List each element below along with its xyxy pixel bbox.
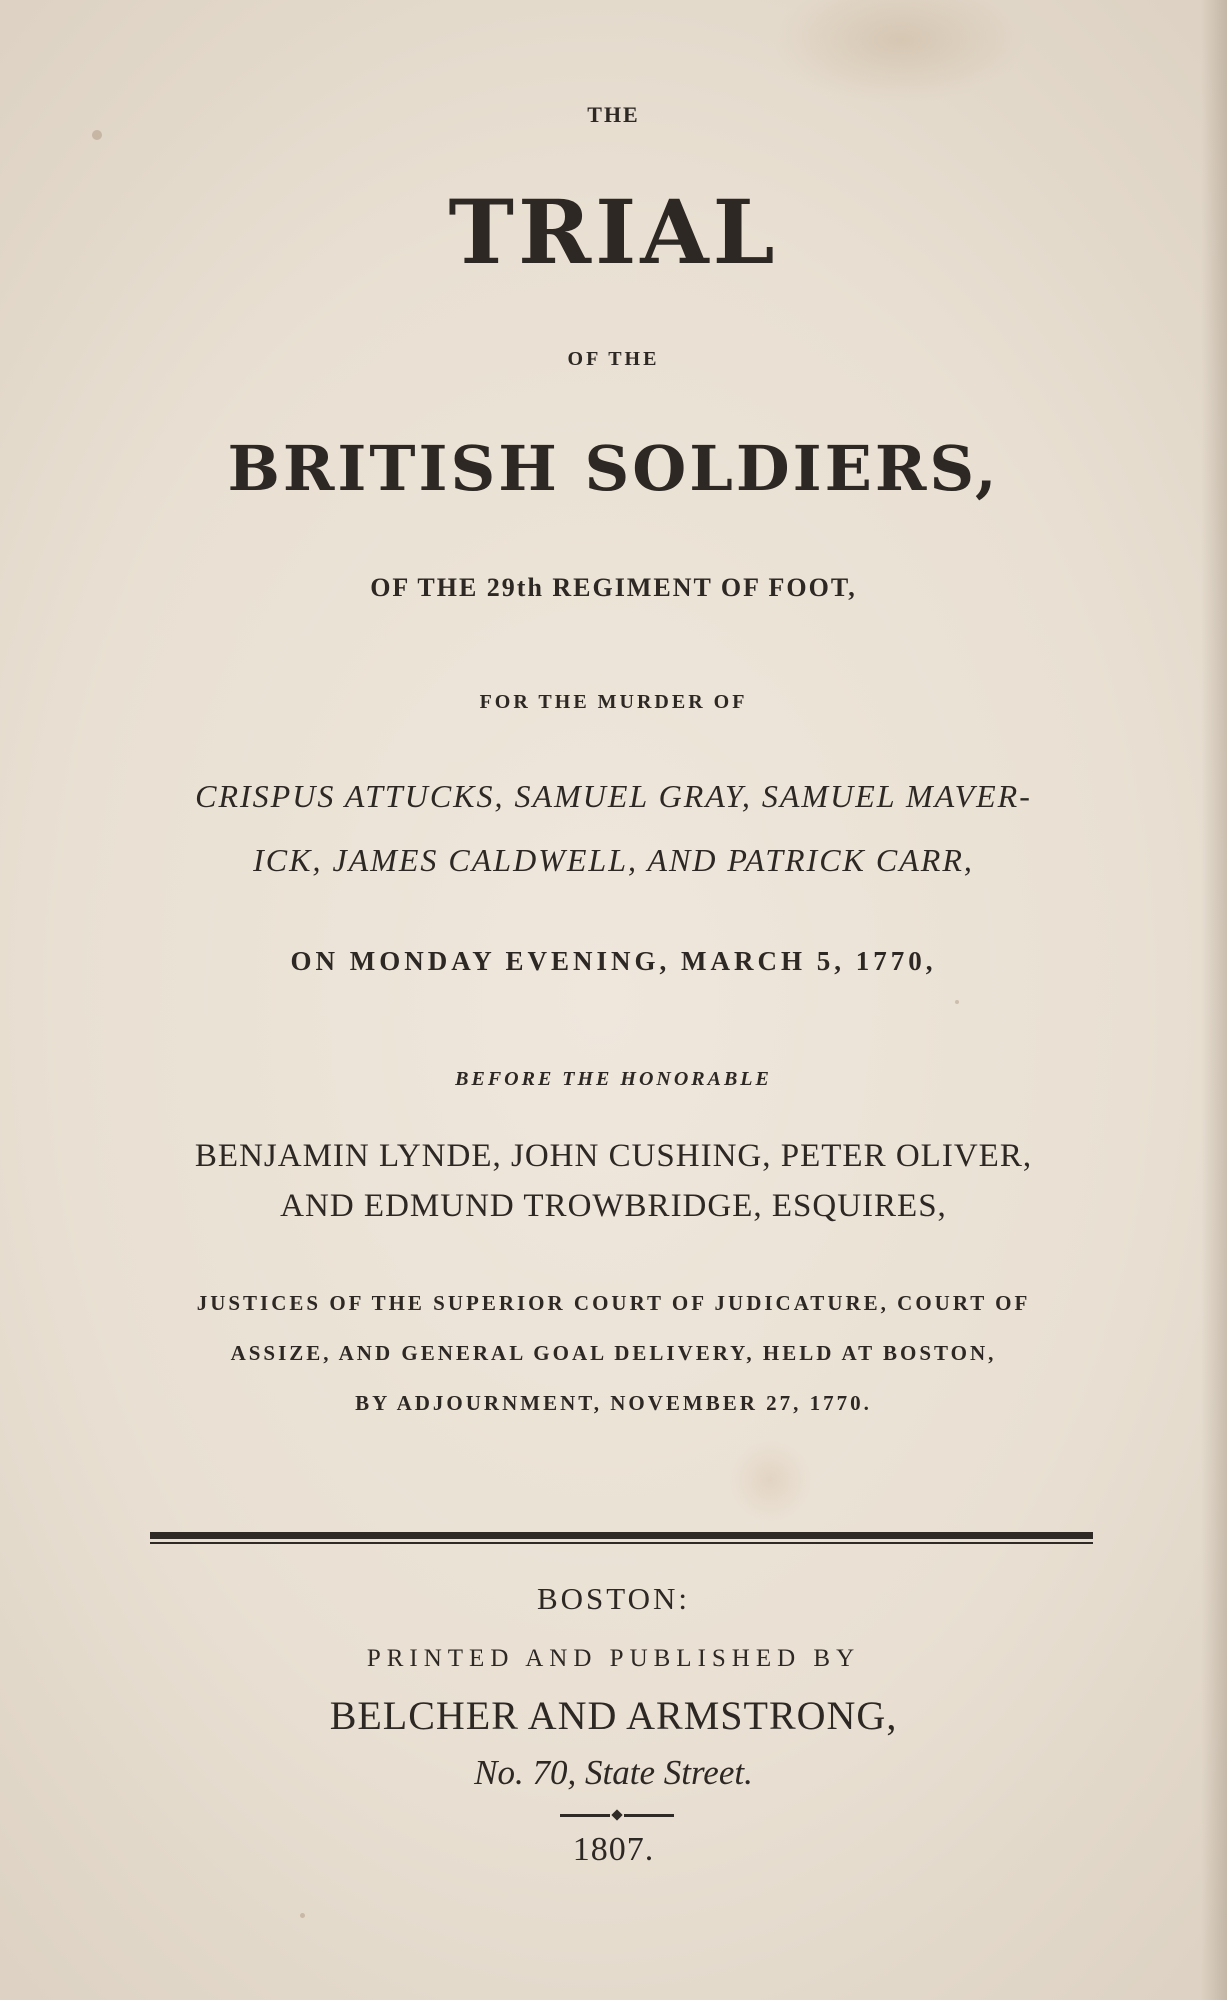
- imprint-printed-by: PRINTED AND PUBLISHED BY: [366, 1645, 861, 1672]
- victims-line-1: CRISPUS ATTUCKS, SAMUEL GRAY, SAMUEL MAVER-: [195, 778, 1032, 814]
- title-the: THE: [587, 102, 640, 127]
- foxing-spot: [300, 1913, 305, 1918]
- ornament-divider: [560, 1811, 674, 1819]
- imprint-address: No. 70, State Street.: [474, 1753, 753, 1792]
- court-line-3: BY ADJOURNMENT, NOVEMBER 27, 1770.: [355, 1391, 872, 1415]
- ornament-bar-left: [560, 1814, 610, 1817]
- date-line: ON MONDAY EVENING, MARCH 5, 1770,: [290, 946, 937, 976]
- judges-line-1: BENJAMIN LYNDE, JOHN CUSHING, PETER OLIVER,: [194, 1138, 1033, 1174]
- foxing-spot: [955, 1000, 959, 1004]
- before-the-honorable: BEFORE THE HONORABLE: [455, 1068, 772, 1090]
- title-trial: TRIAL: [448, 180, 779, 284]
- double-rule-divider: [150, 1532, 1093, 1548]
- title-of-the: OF THE: [567, 348, 660, 370]
- foxing-spot: [92, 130, 102, 140]
- ornament-bar-right: [624, 1814, 674, 1817]
- ornament-diamond: [611, 1809, 622, 1820]
- thick-rule: [150, 1532, 1093, 1539]
- court-line-2: ASSIZE, AND GENERAL GOAL DELIVERY, HELD AT BOSTON,: [230, 1341, 997, 1365]
- imprint-city: BOSTON:: [536, 1581, 691, 1616]
- imprint-year: 1807.: [572, 1831, 655, 1868]
- thin-rule: [150, 1542, 1093, 1544]
- title-british-soldiers: BRITISH SOLDIERS,: [227, 432, 1000, 505]
- regiment-line: OF THE 29th REGIMENT OF FOOT,: [370, 573, 857, 602]
- court-line-1: JUSTICES OF THE SUPERIOR COURT OF JUDICATURE, COURT OF: [196, 1291, 1031, 1315]
- for-the-murder-of: FOR THE MURDER OF: [479, 691, 748, 713]
- judges-line-2: AND EDMUND TROWBRIDGE, ESQUIRES,: [280, 1188, 947, 1224]
- imprint-publisher: BELCHER AND ARMSTRONG,: [329, 1693, 898, 1738]
- victims-line-2: ICK, JAMES CALDWELL, AND PATRICK CARR,: [253, 842, 974, 878]
